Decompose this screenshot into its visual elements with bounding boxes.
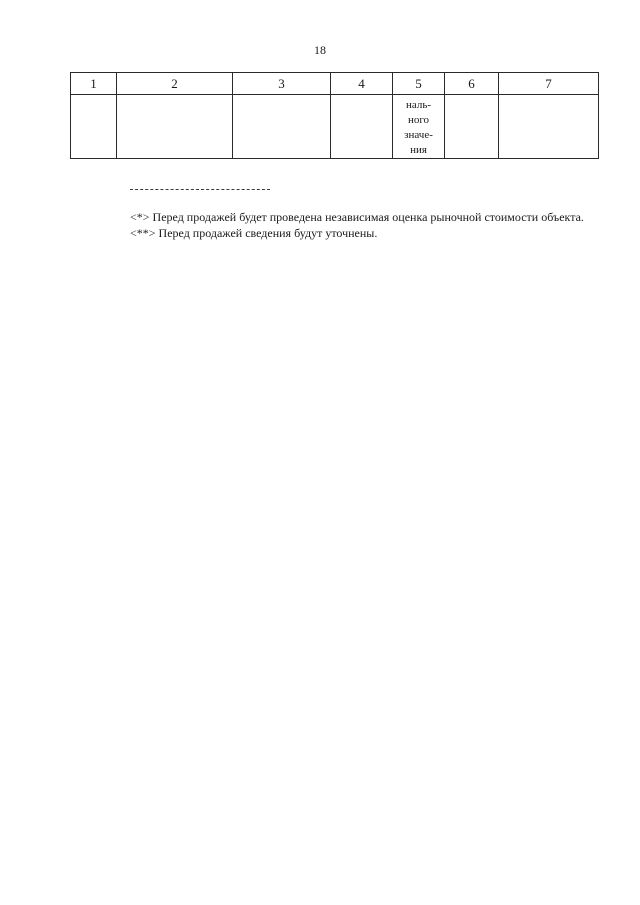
cell-line: наль- <box>405 99 432 111</box>
column-header-5: 5 <box>393 73 445 95</box>
table-cell-5 <box>393 95 445 159</box>
footnote-2: <**> Перед продажей сведения будут уточнены. <box>130 226 378 240</box>
table-cell-7 <box>499 95 599 159</box>
cell-text-lines <box>393 95 444 158</box>
data-table <box>70 72 599 159</box>
footnote-separator <box>130 189 270 190</box>
table-header-row <box>71 73 599 95</box>
cell-line: ния <box>410 144 427 156</box>
column-header-6: 6 <box>445 73 499 95</box>
table-cell-2 <box>117 95 233 159</box>
cell-line: ного <box>407 114 430 126</box>
column-header-4: 4 <box>331 73 393 95</box>
table-row <box>71 95 599 159</box>
page-number: 18 <box>314 43 326 57</box>
table-cell-3 <box>233 95 331 159</box>
footnotes <box>86 209 597 241</box>
table-cell-6 <box>445 95 499 159</box>
column-header-7: 7 <box>499 73 599 95</box>
column-header-2: 2 <box>117 73 233 95</box>
cell-line: значе- <box>404 129 433 141</box>
table-cell-1 <box>71 95 117 159</box>
footnote-1: <*> Перед продажей будет проведена независимая оценка рыночной стоимости объекта. <box>130 210 584 224</box>
table-cell-4 <box>331 95 393 159</box>
column-header-3: 3 <box>233 73 331 95</box>
column-header-1: 1 <box>71 73 117 95</box>
